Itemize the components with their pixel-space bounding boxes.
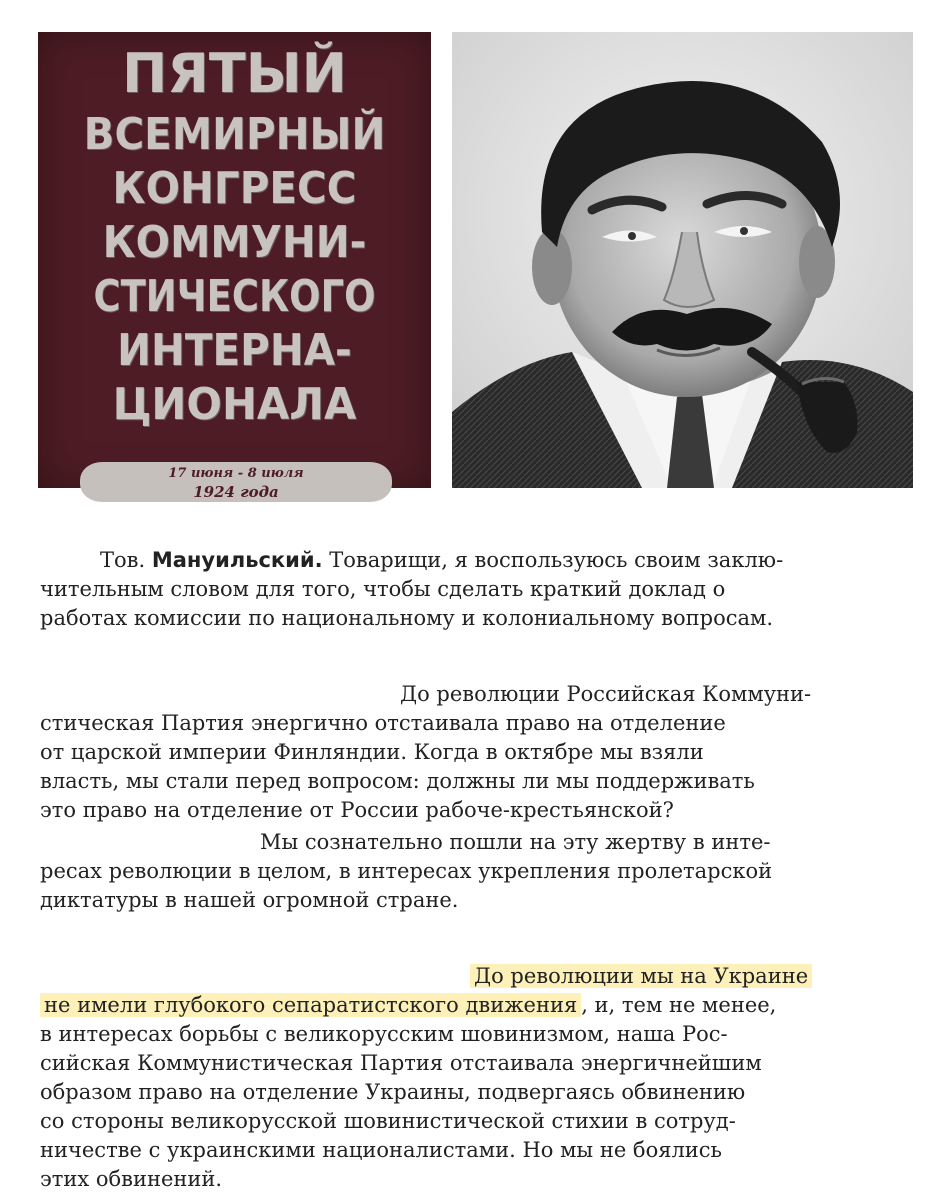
cover-title-line: ИНТЕРНА- (117, 325, 352, 376)
cover-date-range: 17 июня - 8 июля (168, 466, 304, 481)
text-line: работах комиссии по национальному и колониальному вопросам. (40, 606, 774, 630)
paragraph-finland (40, 680, 910, 825)
text-line: это право на отделение от России рабоче-крестьянской? (40, 798, 674, 822)
paragraph-intro (40, 546, 910, 633)
text-fragment: , и, тем не менее, (581, 993, 777, 1017)
highlighted-text: не имели глубокого сепаратистского движения (40, 993, 581, 1017)
text-line: образом право на отделение Украины, подвергаясь обвинению (40, 1080, 746, 1104)
text-line: чительным словом для того, чтобы сделать краткий доклад о (40, 577, 726, 601)
cover-date-badge (80, 462, 392, 502)
cover-title-line: ПЯТЫЙ (122, 42, 347, 105)
text-line: со стороны великорусской шовинистической стихии в сотруд- (40, 1109, 736, 1133)
text-line: от царской империи Финляндии. Когда в октябре мы взяли (40, 740, 704, 764)
text-line: сийская Коммунистическая Партия отстаивала энергичнейшим (40, 1051, 762, 1075)
cover-title-line: КОНГРЕСС (112, 163, 357, 214)
text-fragment: Товарищи, я воспользуюсь своим заклю- (329, 548, 784, 572)
paragraph-sacrifice (40, 828, 910, 915)
text-line: стическая Партия энергично отстаивала право на отделение (40, 711, 726, 735)
congress-cover-image (38, 32, 431, 501)
text-line: власть, мы стали перед вопросом: должны ли мы поддерживать (40, 769, 755, 793)
cover-title (38, 40, 431, 432)
text-line: До революции Российская Коммуни- (400, 682, 812, 706)
cover-date-year: 1924 года (193, 483, 279, 501)
text-line (40, 546, 910, 575)
speaker-name: Мануильский. (151, 548, 323, 572)
text-line: Мы сознательно пошли на эту жертву в инте- (260, 830, 771, 854)
text-line (40, 991, 910, 1020)
text-line: ресах революции в целом, в интересах укрепления пролетарской (40, 859, 773, 883)
cover-title-line: ЦИОНАЛА (112, 379, 357, 430)
text-line: диктатуры в нашей огромной стране. (40, 888, 459, 912)
highlighted-text: До революции мы на Украине (470, 964, 812, 988)
paragraph-ukraine (40, 962, 910, 1194)
manuilsky-portrait-photo (452, 32, 913, 488)
cover-title-line: ВСЕМИРНЫЙ (83, 109, 386, 160)
text-line: ничестве с украинскими националистами. Но мы не боялись (40, 1138, 722, 1162)
text-line (40, 962, 910, 991)
text-line: в интересах борьбы с великорусским шовинизмом, наша Рос- (40, 1022, 728, 1046)
cover-title-line: СТИЧЕСКОГО (93, 271, 376, 322)
portrait-illustration (452, 32, 913, 488)
cover-title-line: КОММУНИ- (102, 217, 367, 268)
text-line: этих обвинений. (40, 1167, 223, 1191)
speaker-prefix: Тов. (100, 548, 146, 572)
